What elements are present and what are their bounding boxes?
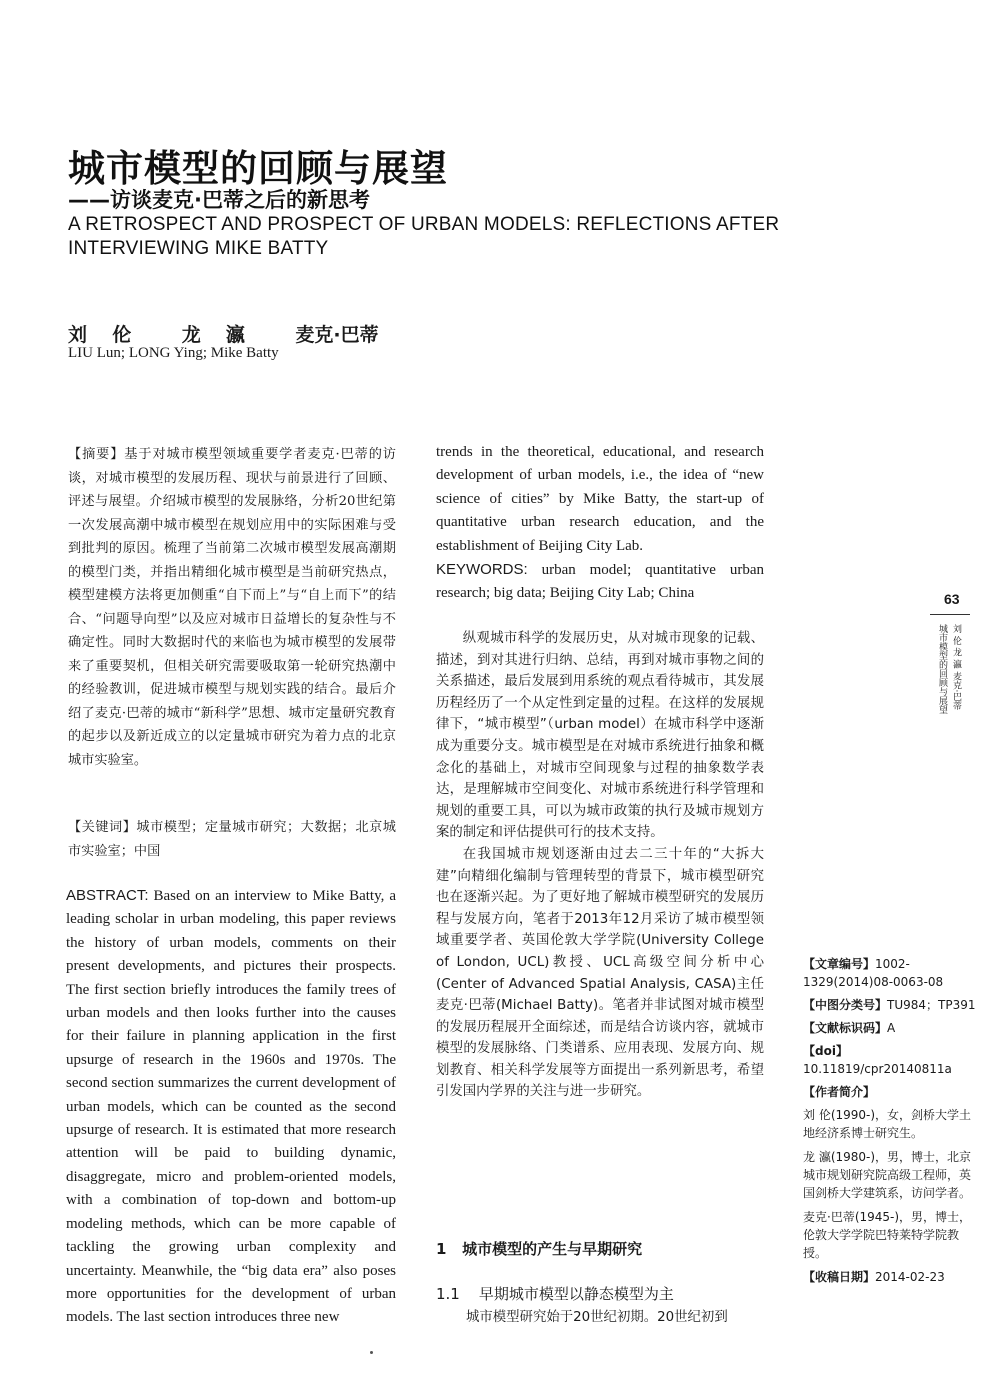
body-paragraph-1: 纵观城市科学的发展历史，从对城市现象的记载、描述，到对其进行归纳、总结，再到对城市事物之间的关系描述，最后发展到用系统的观点看待城市，其发展历程经历了一个从定性到定量的过程。在这样的发展规律下，“城市模型”（urban model）在城市科学中逐渐成为重要分支。城市模型是在对城市系统进行抽象和概念化的基础上，对城市空间现象与过程的抽象数学表达，是理解城市空间变化、对城市系统进行科学管理和规划的重要工具，可以为城市政策的执行及城市规划方案的制定和评估提供可行的技术支持。 <box>436 631 764 841</box>
keywords-en-label: KEYWORDS: <box>436 561 528 578</box>
received-value: 2014-02-23 <box>875 1270 945 1284</box>
article-number-label: 【文章编号】 <box>803 957 876 971</box>
abstract-en-continued: trends in the theoretical, educational, and research development of urban models, i.e., the idea of “new science of cities” by Mike Batty, the start-up of quantitative urban research education, and the establishment of Beijing City Lab. <box>436 444 764 554</box>
keywords-en <box>436 558 764 606</box>
author-intro-label: 【作者简介】 <box>803 1085 876 1099</box>
section-heading-1-1: 1.1 早期城市模型以静态模型为主 <box>436 1285 674 1303</box>
received-label: 【收稿日期】 <box>803 1270 876 1284</box>
running-header <box>934 624 964 774</box>
article-metadata <box>803 955 978 1291</box>
abstract-en-label: ABSTRACT: <box>66 887 149 904</box>
doi-value: 10.11819/cpr20140811a <box>803 1062 952 1076</box>
page-number: 63 <box>944 591 960 607</box>
running-title: 城市模型的回顾与展望 <box>937 624 947 714</box>
keywords-cn: 【关键词】城市模型；定量城市研究；大数据；北京城市实验室；中国 <box>68 820 396 859</box>
clc-number <box>803 996 978 1014</box>
paper-subtitle-cn: ——访谈麦克·巴蒂之后的新思考 <box>68 188 370 212</box>
abstract-cn: 【摘要】基于对城市模型领域重要学者麦克·巴蒂的访谈，对城市模型的发展历程、现状与前景进行了回顾、评述与展望。介绍城市模型的发展脉络，分析20世纪第一次发展高潮中城市模型在规划应用中的实际困难与受到批判的原因。梳理了当前第二次城市模型发展高潮期的模型门类，并指出精细化城市模型是当前研究热点，模型建模方法将更加侧重“自下而上”与“自上而下”的结合、“问题导向型”以及应对城市日益增长的复杂性与不确定性。同时大数据时代的来临也为城市模型的发展带来了重要契机，但相关研究需要吸取第一轮研究热潮中的经验教训，促进城市模型与规划实践的结合。最后介绍了麦克·巴蒂的城市“新科学”思想、城市定量研究教育的起步以及新近成立的以定量城市研究为着力点的北京城市实验室。 <box>68 447 396 768</box>
doi <box>803 1042 978 1078</box>
article-number-value: 1002-1329(2014)08-0063-08 <box>803 957 944 989</box>
author-bio-1: 刘 伦(1990-)，女，剑桥大学土地经济系博士研究生。 <box>803 1108 972 1140</box>
paper-title-cn: 城市模型的回顾与展望 <box>68 147 448 190</box>
body-paragraph-2: 在我国城市规划逐渐由过去二三十年的“大拆大建”向精细化编制与管理转型的背景下，城市模型研究也在逐渐兴起。为了更好地了解城市模型研究的发展历程与发展方向，笔者于2013年12月采访了城市模型领域重要学者、英国伦敦大学学院(University College of London, UCL)教授、UCL高级空间分析中心(Center of Advanced Spatial Analysis, CASA)主任麦克·巴蒂(Michael Batty)。笔者并非试图对城市模型的发展历程展开全面综述，而是结合访谈内容，就城市模型的发展脉络、门类谱系、应用表现、发展方向、规划教育、相关科学发展等方面提出一系列新思考，希望引发国内学界的关注与进一步研究。 <box>436 846 764 1100</box>
author-bio-2: 龙 瀛(1980-)，男，博士，北京城市规划研究院高级工程师，英国剑桥大学建筑系，访问学者。 <box>803 1150 972 1200</box>
paper-title-en: A RETROSPECT AND PROSPECT OF URBAN MODELS: REFLECTIONS AFTER INTERVIEWING MIKE BATTY <box>68 214 780 259</box>
running-authors: 刘 伦 龙 瀛 麦克·巴蒂 <box>951 624 961 711</box>
keywords-en-text: urban model; quantitative urban research; big data; Beijing City Lab; China <box>436 562 765 602</box>
document-code-label: 【文献标识码】 <box>803 1021 888 1035</box>
authors-en: LIU Lun; LONG Ying; Mike Batty <box>68 345 279 361</box>
doi-label: 【doi】 <box>803 1044 848 1058</box>
document-code-value: A <box>887 1021 896 1035</box>
received-date <box>803 1268 978 1286</box>
section-heading-1: 1 城市模型的产生与早期研究 <box>436 1240 643 1258</box>
document-code <box>803 1019 978 1037</box>
sidebar-divider <box>930 614 970 615</box>
clc-label: 【中图分类号】 <box>803 998 888 1012</box>
section-1-1-text: 城市模型研究始于20世纪初期。20世纪初到 <box>466 1310 728 1325</box>
clc-value: TU984；TP391 <box>887 998 976 1012</box>
authors-cn: 刘 伦 龙 瀛 麦克·巴蒂 <box>68 324 379 346</box>
abstract-en-text: Based on an interview to Mike Batty, a leading scholar in urban modeling, this paper reviews the history of urban models, comments on their present developments, and pictures their prospects. The first section briefly introduces the family trees of urban models and then looks further into the causes for their failure in planning application in the first upsurge of research in the 1960s and 1970s. The second section summarizes the current development of urban models, which can be counted as the second upsurge of research. It is estimated that more research attention will be paid to building dynamic, disaggregate, micro and problem-oriented models, with a combination of top-down and bottom-up modeling methods, which can be more capable of tackling the growing urban complexity and uncertainty. Meanwhile, the “big data era” also poses more opportunities for the development of urban models. The last section introduces three new <box>66 888 396 1326</box>
body-text <box>436 628 764 1103</box>
author-bio-3: 麦克·巴蒂(1945-)，男，博士，伦敦大学学院巴特莱特学院教授。 <box>803 1210 972 1260</box>
article-number <box>803 955 978 991</box>
abstract-en <box>66 884 396 1330</box>
scan-dot <box>370 1351 373 1354</box>
